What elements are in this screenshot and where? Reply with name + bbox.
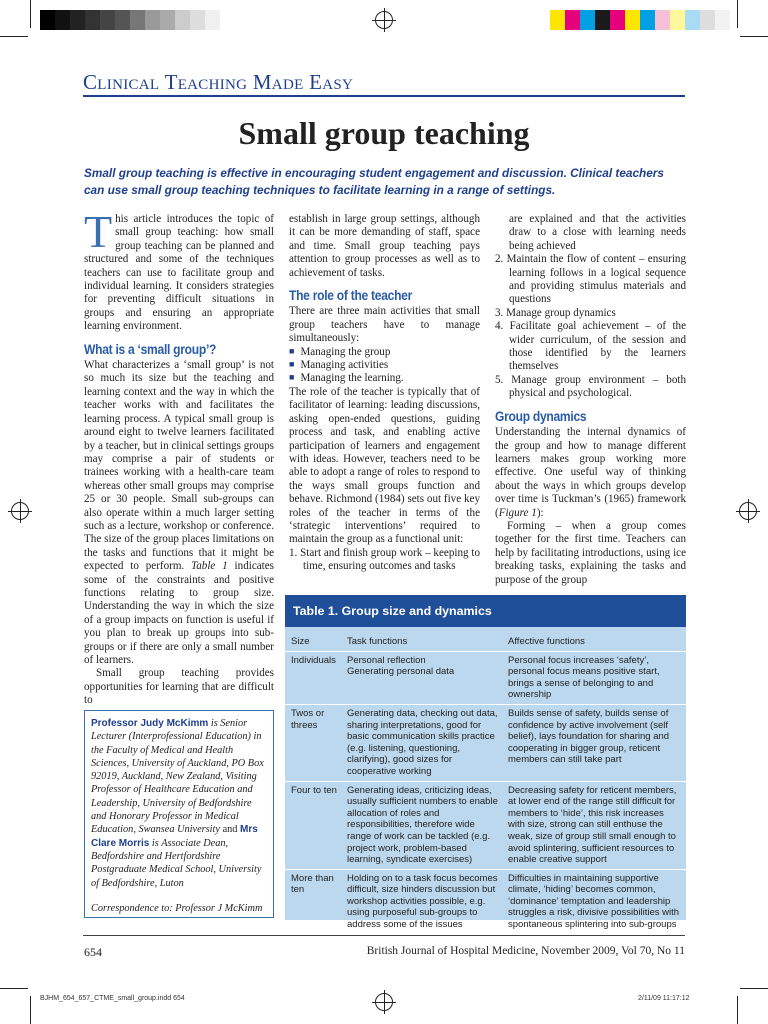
print-slug-timestamp: 2/11/09 11:17:12: [638, 995, 690, 1002]
registration-mark-top: [375, 11, 393, 29]
list-item-continued: are explained and that the activities draw to a close with learning needs being achieved: [509, 213, 686, 252]
page-number: 654: [84, 945, 102, 959]
crop-mark: [740, 988, 768, 989]
figure-reference: Figure 1: [498, 506, 537, 519]
registration-mark-bottom: [375, 993, 393, 1011]
table-cell: Personal reflection Generating personal data: [347, 654, 455, 678]
list-item: ■ Managing the group: [289, 346, 480, 359]
intro-paragraph: This article introduces the topic of small group teaching: how small group teaching can be planned and structured and some of the techniques teachers can use to facilitate group and individual learning. It considers strategies for preventing difficult situations in groups and ensuring an appropriate learning environment.: [84, 206, 274, 333]
list-item: ■ Managing the learning.: [289, 372, 480, 385]
column-1: [84, 206, 274, 708]
table-header-cell: Affective functions: [508, 636, 585, 647]
table-cell: Generating ideas, criticizing ideas, usually sufficient numbers to enable allocation of roles and responsibilities, therefore wide range of work can be tackled (e.g. project work, problem-based learning, syndicate exercises): [347, 784, 498, 866]
crop-mark: [737, 0, 738, 28]
table-row: [285, 870, 686, 934]
table-cell: Holding on to a task focus becomes difficult, size hinders discussion but workshop activities possible, e.g. using purposeful sub-groups to address some of the issues: [347, 872, 498, 931]
list-item: 5. Manage group environment – both physical and psychological.: [495, 373, 686, 400]
paragraph: The role of the teacher is typically that of facilitator of learning: leading discussions, asking open-ended questions, guiding process and task, and enabling active participation of learners and engagement with ideas. However, teachers need to be able to adopt a range of roles to respond to the ways small groups function and behave. Richmond (1984) sets out five key roles of the teacher in terms of the ‘strategic interventions’ required to maintain the group as a functional unit:: [289, 385, 480, 546]
header-rule: [83, 95, 685, 97]
correspondence-note: Correspondence to: Professor J McKimm: [91, 902, 263, 914]
bullet-list: [289, 346, 480, 386]
table-cell: Builds sense of safety, builds sense of confidence by active involvement (self belief), lays foundation for sharing and cooperating in bigger group, reticent members can still take part: [508, 707, 670, 766]
table-row: [285, 782, 686, 870]
article-standfirst: Small group teaching is effective in encouraging student engagement and discussion. Clinical teachers can use small group teaching techniques to facilitate learning in a range of settings.: [84, 166, 664, 197]
drop-cap: T: [84, 206, 113, 257]
crop-mark: [740, 36, 768, 37]
section-header: Clinical Teaching Made Easy: [83, 70, 354, 94]
crop-mark: [30, 0, 31, 28]
table-cell: More than ten: [291, 872, 334, 896]
crop-mark: [0, 988, 28, 989]
cmyk-color-bar: [550, 10, 730, 30]
author-info-box: Professor Judy McKimm is Senior Lecturer (Interprofessional Education) in the Faculty of Medical and Health Sciences, University of Auckland, PO Box 92019, Auckland, New Zealand, Visiting Professor of Healthcare Education and Leadership, University of Bedfordshire and Honorary Professor in Medical Education, Swansea University and Mrs Clare Morris is Associate Dean, Bedfordshire and Hertfordshire Postgraduate Medical School, University of Bedfordshire, Luton Correspondence to: Professor J McKimm: [84, 710, 274, 918]
print-slug-filename: BJHM_654_657_CTME_small_group.indd 654: [40, 995, 185, 1002]
list-item: 4. Facilitate goal achievement – of the wider curriculum, of the session and those identified by the learners themselves: [495, 320, 686, 373]
heading-what-is-small-group: What is a ‘small group’?: [84, 341, 217, 357]
numbered-list: [495, 213, 686, 401]
table-header-cell: Task functions: [347, 636, 408, 647]
paragraph: There are three main activities that small group teachers have to manage simultaneously:: [289, 305, 480, 345]
column-3: [495, 213, 686, 587]
table-title: Table 1. Group size and dynamics: [285, 595, 686, 627]
table-cell: Twos or threes: [291, 707, 325, 731]
list-item: ■ Managing activities: [289, 359, 480, 372]
footer-rule: [83, 935, 685, 936]
crop-mark: [0, 36, 28, 37]
table-cell: Decreasing safety for reticent members, at lower end of the range still difficult for members to ‘hide’, this risk increases with size, strong can still enthuse the weak, size of group still small enough to avoid splintering, sufficient resources to enable creative support: [508, 784, 677, 866]
paragraph: Understanding the internal dynamics of the group and how to manage different learners makes group working more effective. One useful way of thinking about the ways in which groups develop over time is Tuckman’s (1965) framework (Figure 1):: [495, 426, 686, 519]
crop-mark: [30, 996, 31, 1024]
grayscale-color-bar: [40, 10, 220, 30]
article-title: Small group teaching: [238, 115, 530, 151]
column-2: [289, 213, 480, 574]
author-name: Mrs Clare Morris: [91, 824, 258, 849]
table-group-size-dynamics: [285, 595, 686, 931]
registration-mark-left: [11, 502, 29, 520]
table-cell: Personal focus increases ‘safety’, personal focus means positive start, brings a sense of belonging to and ownership: [508, 654, 660, 701]
list-item: 2. Maintain the flow of content – ensuring learning follows in a logical sequence and providing stimulus materials and questions: [495, 253, 686, 306]
numbered-list: [289, 547, 480, 574]
table-reference: Table 1: [191, 560, 228, 573]
table-cell: Generating data, checking out data, sharing interpretations, good for basic communication skills practice (e.g. listening, questioning, clarifying), good sizes for cooperative working: [347, 707, 498, 777]
table-row: [285, 705, 686, 782]
table-header-row: [285, 627, 686, 652]
table-cell: Four to ten: [291, 784, 337, 796]
paragraph: establish in large group settings, although it can be more demanding of staff, space and time. Small group teaching pays attention to group processes as well as to achievement of tasks.: [289, 213, 480, 279]
heading-group-dynamics: Group dynamics: [495, 408, 587, 424]
table-cell: Difficulties in maintaining supportive climate, ‘hiding’ becomes common, ‘dominance’ temptation and leadership struggles a risk, divisive possibilities with spontaneous splintering into sub-groups: [508, 872, 680, 931]
table-cell: Individuals: [291, 654, 336, 666]
list-item: 3. Manage group dynamics: [495, 306, 616, 319]
registration-mark-right: [739, 502, 757, 520]
paragraph: What characterizes a ‘small group’ is not so much its size but the teaching and learning context and the way in which the teacher works with and facilitates the learning process. A typical small group is around eight to twelve learners facilitated by a teacher, but in clinical settings groups may comprise a pair of students or trainees working with a health-care team whereas other small groups may comprise 25 or 30 people. Small sub-groups can also operate within a much larger setting such as a lecture, workshop or conference. The size of the group places limitations on the tasks and functions that it might be expected to perform. Table 1 indicates some of the constraints and positive functions relating to group size. Understanding the way in which the size of a group impacts on function is useful if you plan to break up groups into sub-groups or if there are only a small number of learners.: [84, 359, 274, 666]
list-item: 1. Start and finish group work – keeping to time, ensuring outcomes and tasks: [289, 546, 480, 573]
table-row: [285, 652, 686, 705]
crop-mark: [737, 996, 738, 1024]
table-header-cell: Size: [291, 636, 310, 647]
journal-citation: British Journal of Hospital Medicine, November 2009, Vol 70, No 11: [366, 945, 685, 957]
author-name: Professor Judy McKimm: [91, 718, 209, 729]
paragraph: Small group teaching provides opportunities for learning that are difficult to: [84, 667, 274, 707]
heading-role-of-teacher: The role of the teacher: [289, 288, 413, 304]
paragraph: Forming – when a group comes together for the first time. Teachers can help by facilitating introductions, using ice breaking tasks, explaining the tasks and purpose of the group: [495, 519, 686, 586]
